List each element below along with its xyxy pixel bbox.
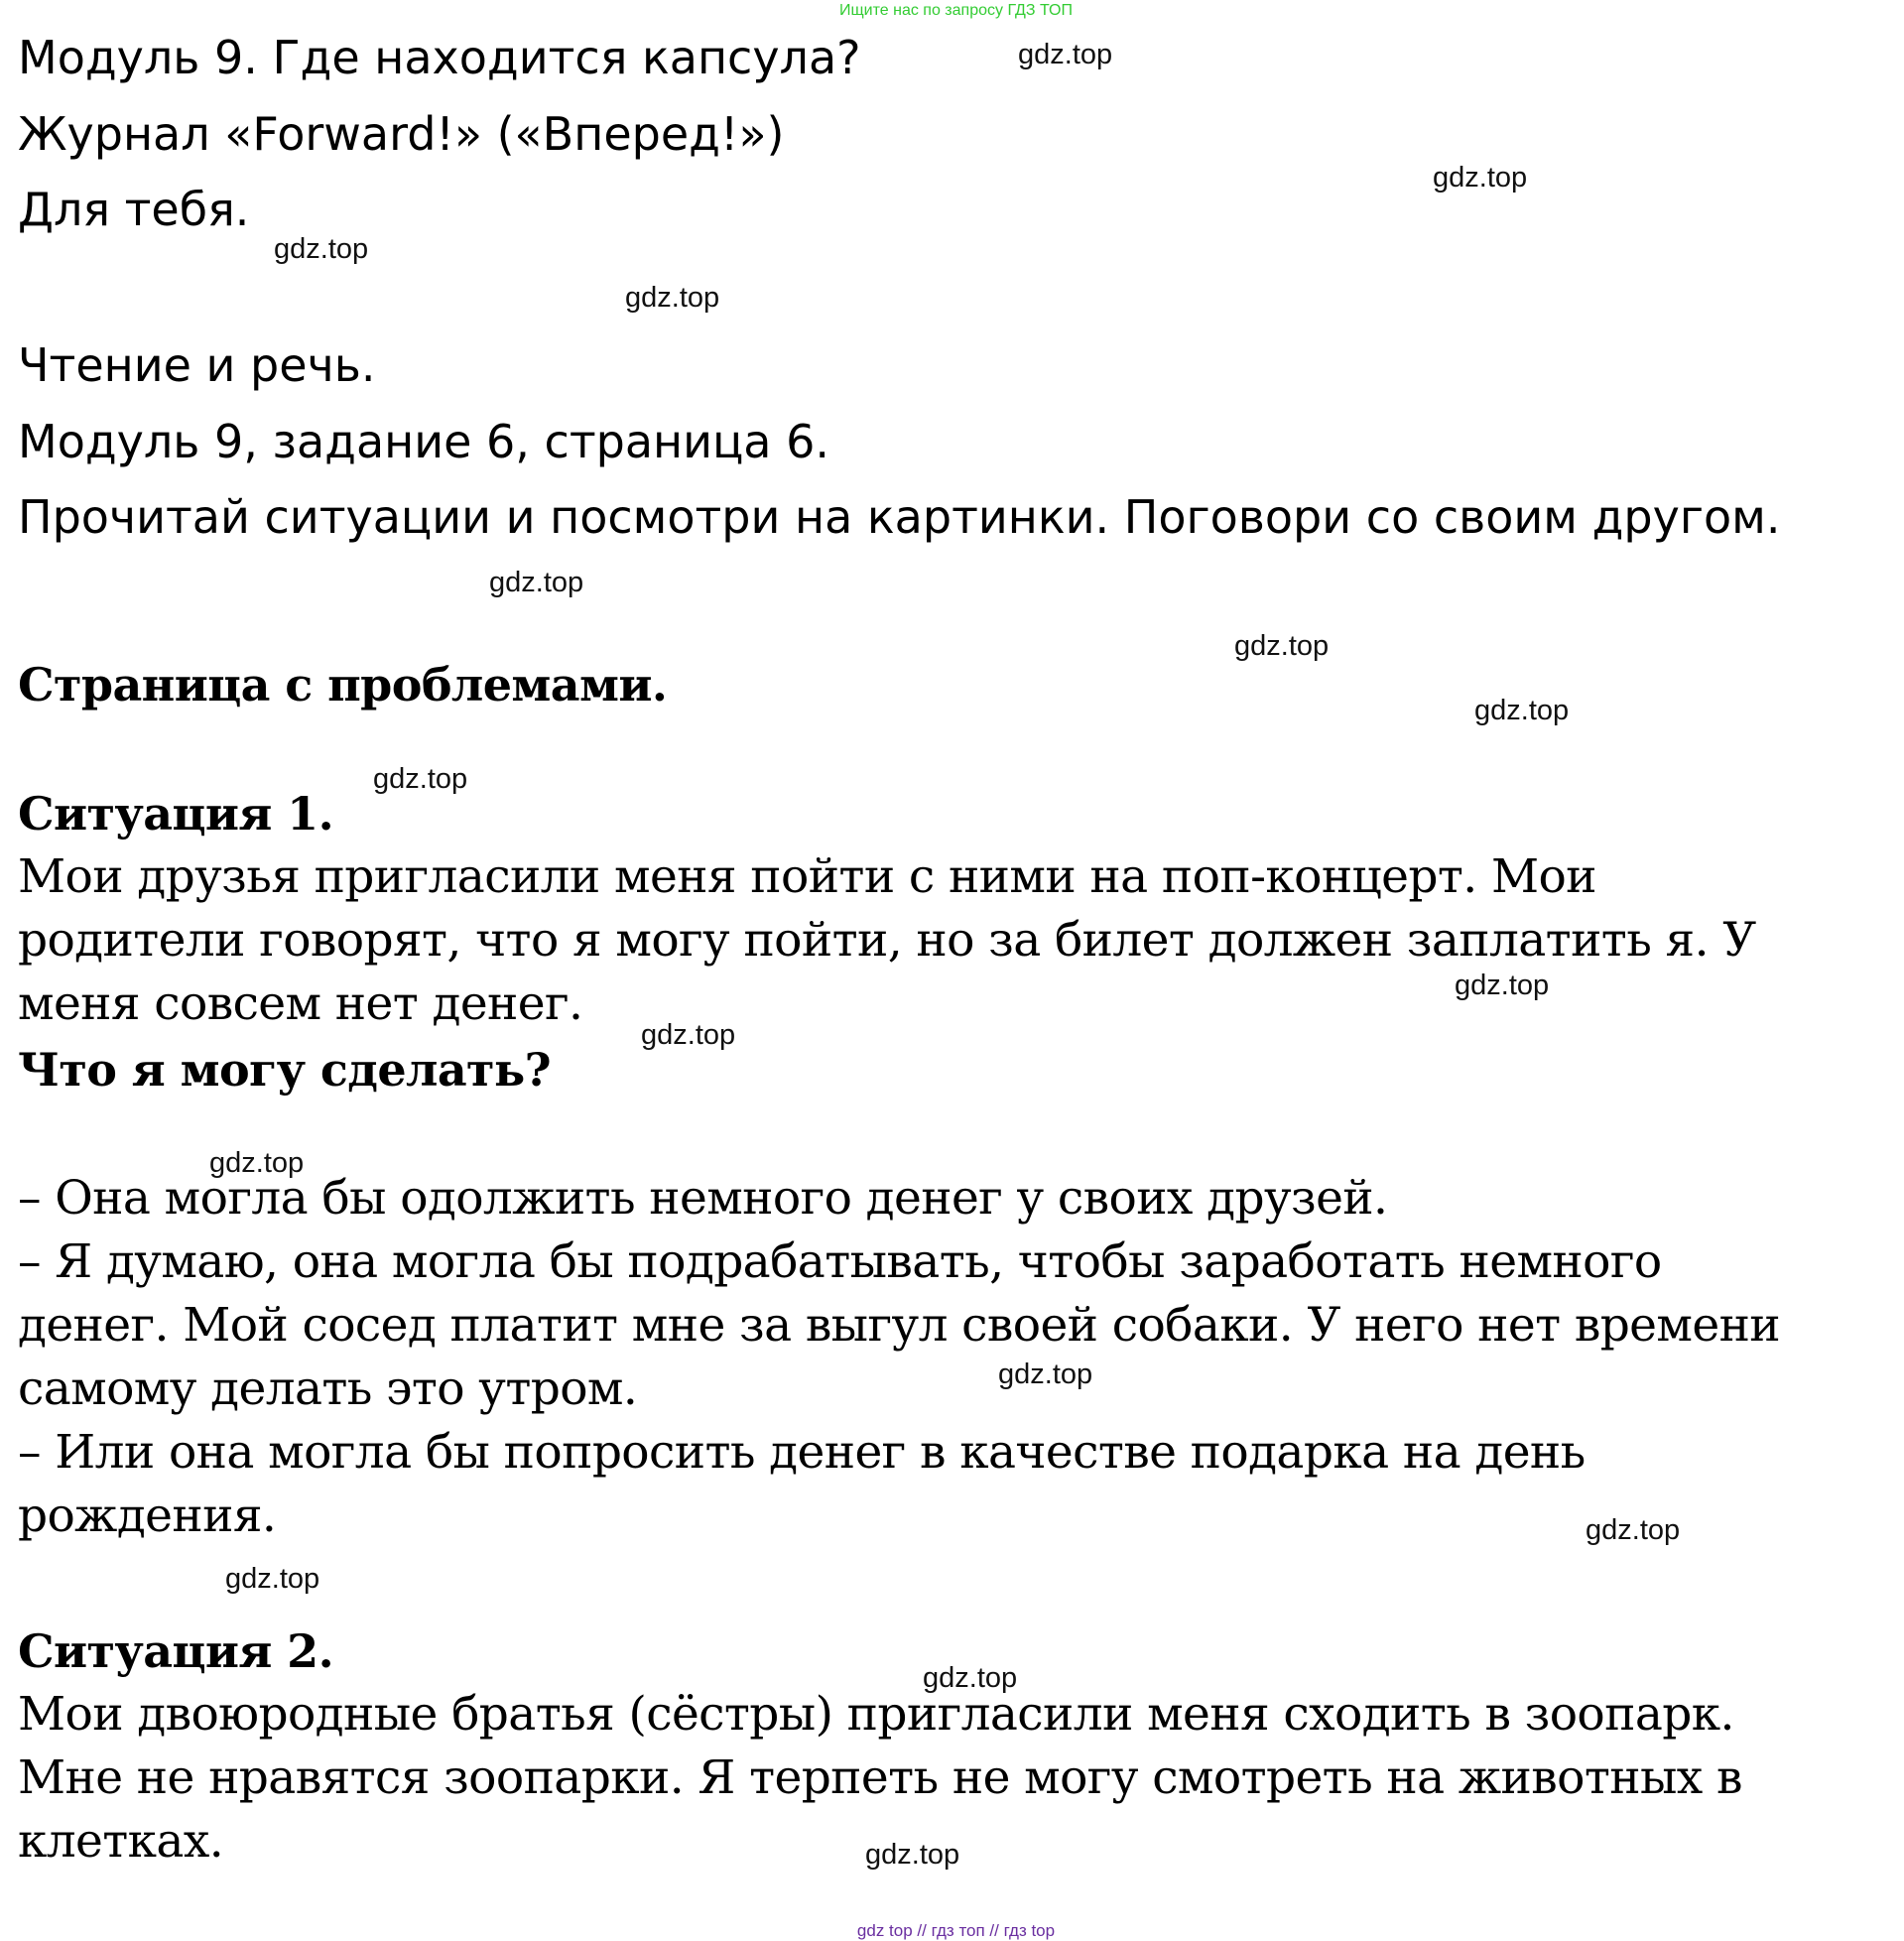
situation2-line: Мои двоюродные братья (сёстры) пригласили меня сходить в зоопарк. <box>18 1687 1734 1742</box>
watermark: gdz.top <box>209 1147 305 1179</box>
task-instruction: Прочитай ситуации и посмотри на картинки. Поговори со своим другом. <box>18 490 1781 544</box>
situation1-line: Мои друзья пригласили меня пойти с ними на поп-концерт. Мои <box>18 849 1596 904</box>
watermark: gdz.top <box>1234 630 1330 662</box>
watermark: gdz.top <box>625 282 720 314</box>
watermark: gdz.top <box>1433 162 1528 194</box>
situation1-title: Ситуация 1. <box>18 787 334 841</box>
top-banner: Ищите нас по запросу ГДЗ ТОП <box>839 2 1073 19</box>
watermark: gdz.top <box>1474 695 1570 726</box>
situation1-line: меня совсем нет денег. <box>18 976 583 1031</box>
answer-line: самому делать это утром. <box>18 1361 638 1416</box>
section-title: Для тебя. <box>18 183 250 236</box>
footer: gdz top // гдз топ // гдз top <box>856 1921 1056 1940</box>
situation2-title: Ситуация 2. <box>18 1624 334 1678</box>
watermark: gdz.top <box>225 1563 320 1595</box>
watermark: gdz.top <box>1018 39 1113 70</box>
situation1-line: родители говорят, что я могу пойти, но за билет должен заплатить я. У <box>18 913 1756 968</box>
watermark: gdz.top <box>274 233 369 265</box>
watermark: gdz.top <box>998 1359 1093 1390</box>
page-title: Страница с проблемами. <box>18 658 668 712</box>
answer-line: – Я думаю, она могла бы подрабатывать, чтобы заработать немного <box>18 1234 1662 1289</box>
task-reference: Модуль 9, задание 6, страница 6. <box>18 415 830 468</box>
module-title: Модуль 9. Где находится капсула? <box>18 31 861 84</box>
watermark: gdz.top <box>923 1662 1018 1694</box>
watermark: gdz.top <box>865 1839 960 1871</box>
watermark: gdz.top <box>1455 970 1550 1001</box>
watermark: gdz.top <box>489 567 584 598</box>
magazine-title: Журнал «Forward!» («Вперед!») <box>18 107 785 161</box>
watermark: gdz.top <box>641 1019 736 1051</box>
answer-line: – Она могла бы одолжить немного денег у своих друзей. <box>18 1171 1388 1226</box>
skill-title: Чтение и речь. <box>18 338 376 392</box>
answer-line: рождения. <box>18 1488 277 1543</box>
watermark: gdz.top <box>373 763 468 795</box>
situation2-line: Мне не нравятся зоопарки. Я терпеть не могу смотреть на животных в <box>18 1750 1742 1805</box>
situation2-line: клетках. <box>18 1814 224 1869</box>
answer-line: – Или она могла бы попросить денег в качестве подарка на день <box>18 1425 1586 1480</box>
situation1-question: Что я могу сделать? <box>18 1043 551 1097</box>
answer-line: денег. Мой сосед платит мне за выгул своей собаки. У него нет времени <box>18 1298 1781 1353</box>
watermark: gdz.top <box>1586 1514 1681 1546</box>
